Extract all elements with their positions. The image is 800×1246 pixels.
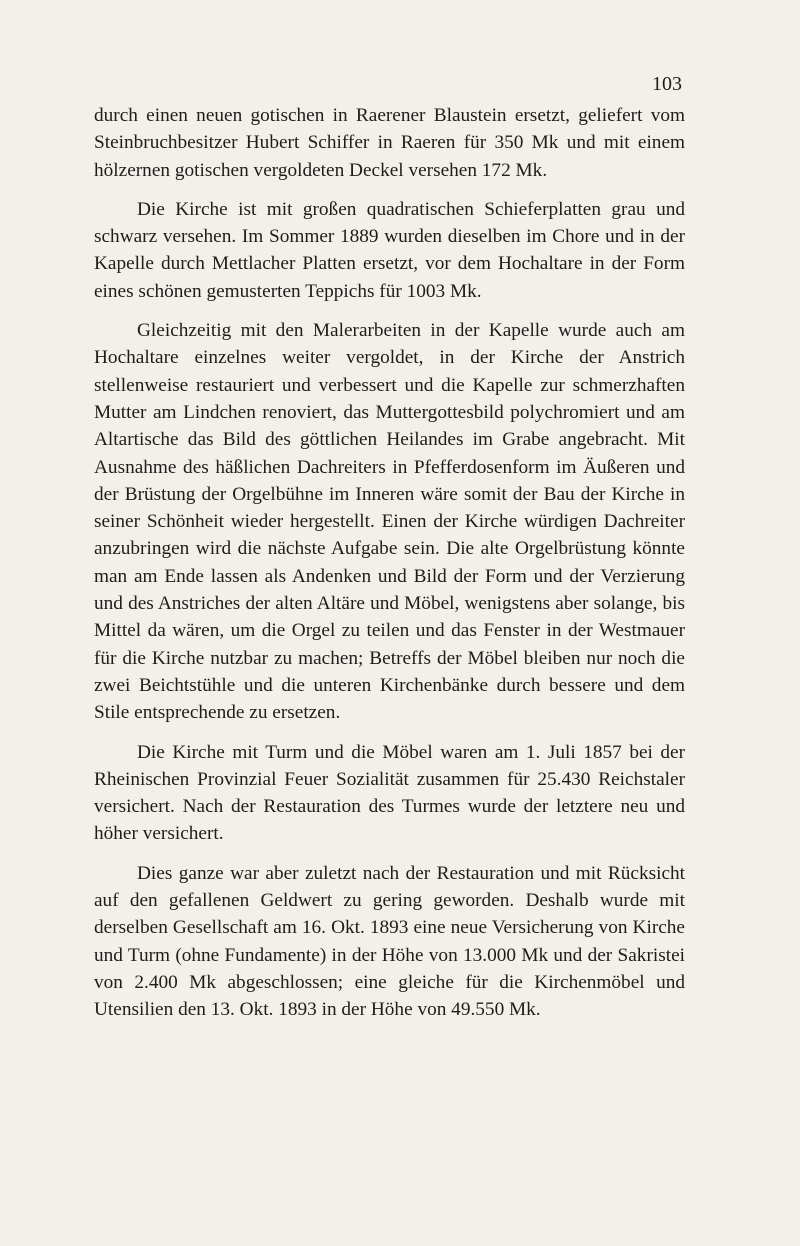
body-text — [94, 102, 685, 1024]
paragraph-4: Die Kirche mit Turm und die Möbel waren am 1. Juli 1857 bei der Rheinischen Provinzial Feuer Sozialität zusammen für 25.430 Reichstaler versichert. Nach der Restauration des Turmes wurde der letztere neu und höher versichert. — [94, 741, 685, 845]
paragraph-2: Die Kirche ist mit großen quadratischen Schieferplatten grau und schwarz versehen. Im Sommer 1889 wurden dieselben im Chore und in der Kapelle durch Mettlacher Platten ersetzt, vor dem Hochaltare in der Form eines schönen gemusterten Teppichs für 1003 Mk. — [94, 198, 685, 302]
paragraph-5: Dies ganze war aber zuletzt nach der Restauration und mit Rücksicht auf den gefallenen Geldwert zu gering geworden. Deshalb wurde mit derselben Gesellschaft am 16. Okt. 1893 eine neue Versicherung von Kirche und Turm (ohne Fundamente) in der Höhe von 13.000 Mk und der Sakristei von 2.400 Mk abgeschlossen; eine gleiche für die Kirchenmöbel und Utensilien den 13. Okt. 1893 in der Höhe von 49.550 Mk. — [94, 862, 685, 1021]
paragraph-1: durch einen neuen gotischen in Raerener Blaustein ersetzt, geliefert vom Steinbruchbesitzer Hubert Schiffer in Raeren für 350 Mk und mit einem hölzernen gotischen vergoldeten Deckel versehen 172 Mk. — [94, 105, 685, 181]
paragraph-3: Gleichzeitig mit den Malerarbeiten in der Kapelle wurde auch am Hochaltare einzelnes weiter vergoldet, in der Kirche der Anstrich stellenweise restauriert und verbessert und die Kapelle zur schmerzhaften Mutter am Lindchen renoviert, das Muttergottesbild polychromiert und am Altartische das Bild des göttlichen Heilandes im Grabe angebracht. Mit Ausnahme des häßlichen Dachreiters in Pfefferdosenform im Äußeren und der Brüstung der Orgelbühne im Inneren wäre somit der Bau der Kirche in seiner Schönheit wieder hergestellt. Einen der Kirche würdigen Dachreiter anzubringen wird die nächste Aufgabe sein. Die alte Orgelbrüstung könnte man am Ende lassen als Andenken und Bild der Form und der Verzierung und des Anstriches der alten Altäre und Möbel, wenigstens aber solange, bis Mittel da wären, um die Orgel zu teilen und das Fenster in der Westmauer für die Kirche nutzbar zu machen; Betreffs der Möbel bleiben nur noch die zwei Beichtstühle und die unteren Kirchenbänke durch bessere und dem Stile entsprechende zu ersetzen. — [94, 320, 685, 724]
page-number: 103 — [652, 73, 682, 95]
